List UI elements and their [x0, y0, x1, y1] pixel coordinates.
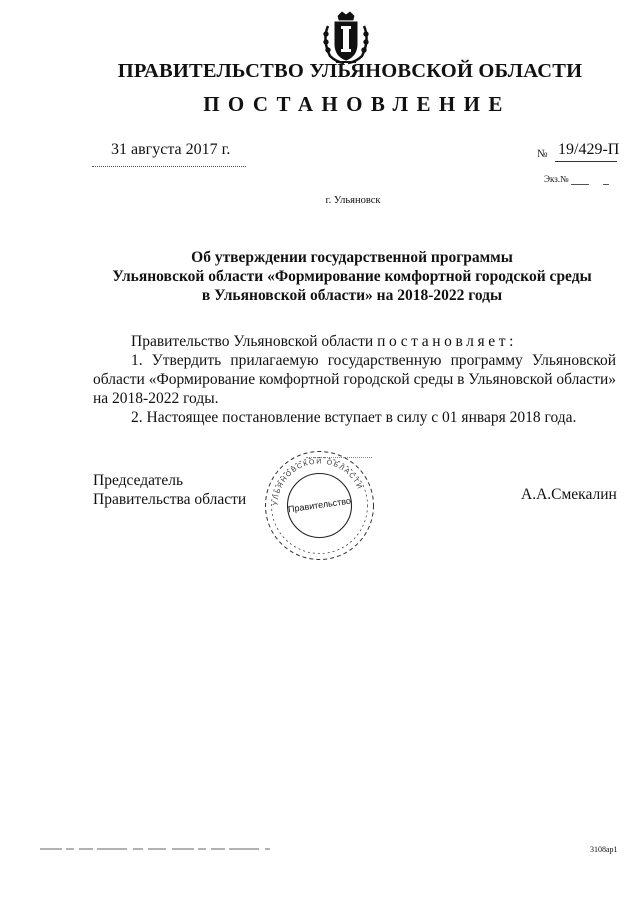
document-number: 19/429-П — [558, 141, 620, 158]
stamp-center-text: Правительство — [287, 495, 352, 515]
number-label: № — [537, 148, 548, 160]
official-stamp-seal — [262, 448, 377, 563]
date-underline — [92, 166, 246, 167]
body-intro — [93, 332, 616, 351]
subject-line: в Ульяновской области» на 2018-2022 годы — [201, 287, 503, 304]
stamp-ring-text: УЛЬЯНОВСКОЙ ОБЛАСТИ — [272, 458, 364, 506]
document-subject — [32, 248, 640, 305]
organization-title: ПРАВИТЕЛЬСТВО УЛЬЯНОВСКОЙ ОБЛАСТИ — [117, 60, 583, 82]
intro-prefix: Правительство Ульяновской области — [131, 333, 374, 350]
signer-title-line: Правительства области — [93, 491, 247, 508]
signer-title-line: Председатель — [93, 472, 184, 489]
city-label: г. Ульяновск — [325, 195, 381, 206]
footer-dash-line — [40, 848, 270, 850]
document-body — [93, 332, 616, 427]
number-underline — [555, 161, 617, 162]
copy-number-line — [571, 184, 589, 185]
copy-number-label: Экз.№ — [544, 174, 569, 184]
signer-name: А.А.Смекалин — [521, 486, 617, 503]
subject-line: Ульяновской области «Формирование комфортной городской среды — [112, 268, 592, 285]
copy-number-line-end — [603, 184, 609, 185]
footer-code: 3108ap1 — [590, 845, 618, 854]
document-type-heading: ПОСТАНОВЛЕНИЕ — [203, 92, 511, 116]
document-date: 31 августа 2017 г. — [111, 141, 231, 158]
subject-line: Об утверждении государственной программы — [191, 249, 513, 266]
body-paragraph: 2. Настоящее постановление вступает в силу с 01 января 2018 года. — [131, 409, 577, 426]
signer-title — [93, 471, 246, 509]
intro-decree-word: постановляет: — [377, 333, 517, 350]
body-paragraph: 1. Утвердить прилагаемую государственную программу Ульяновской области «Формирование комфортной городской среды в Ульяновской области» на 2018-2022 годы. — [93, 352, 616, 407]
